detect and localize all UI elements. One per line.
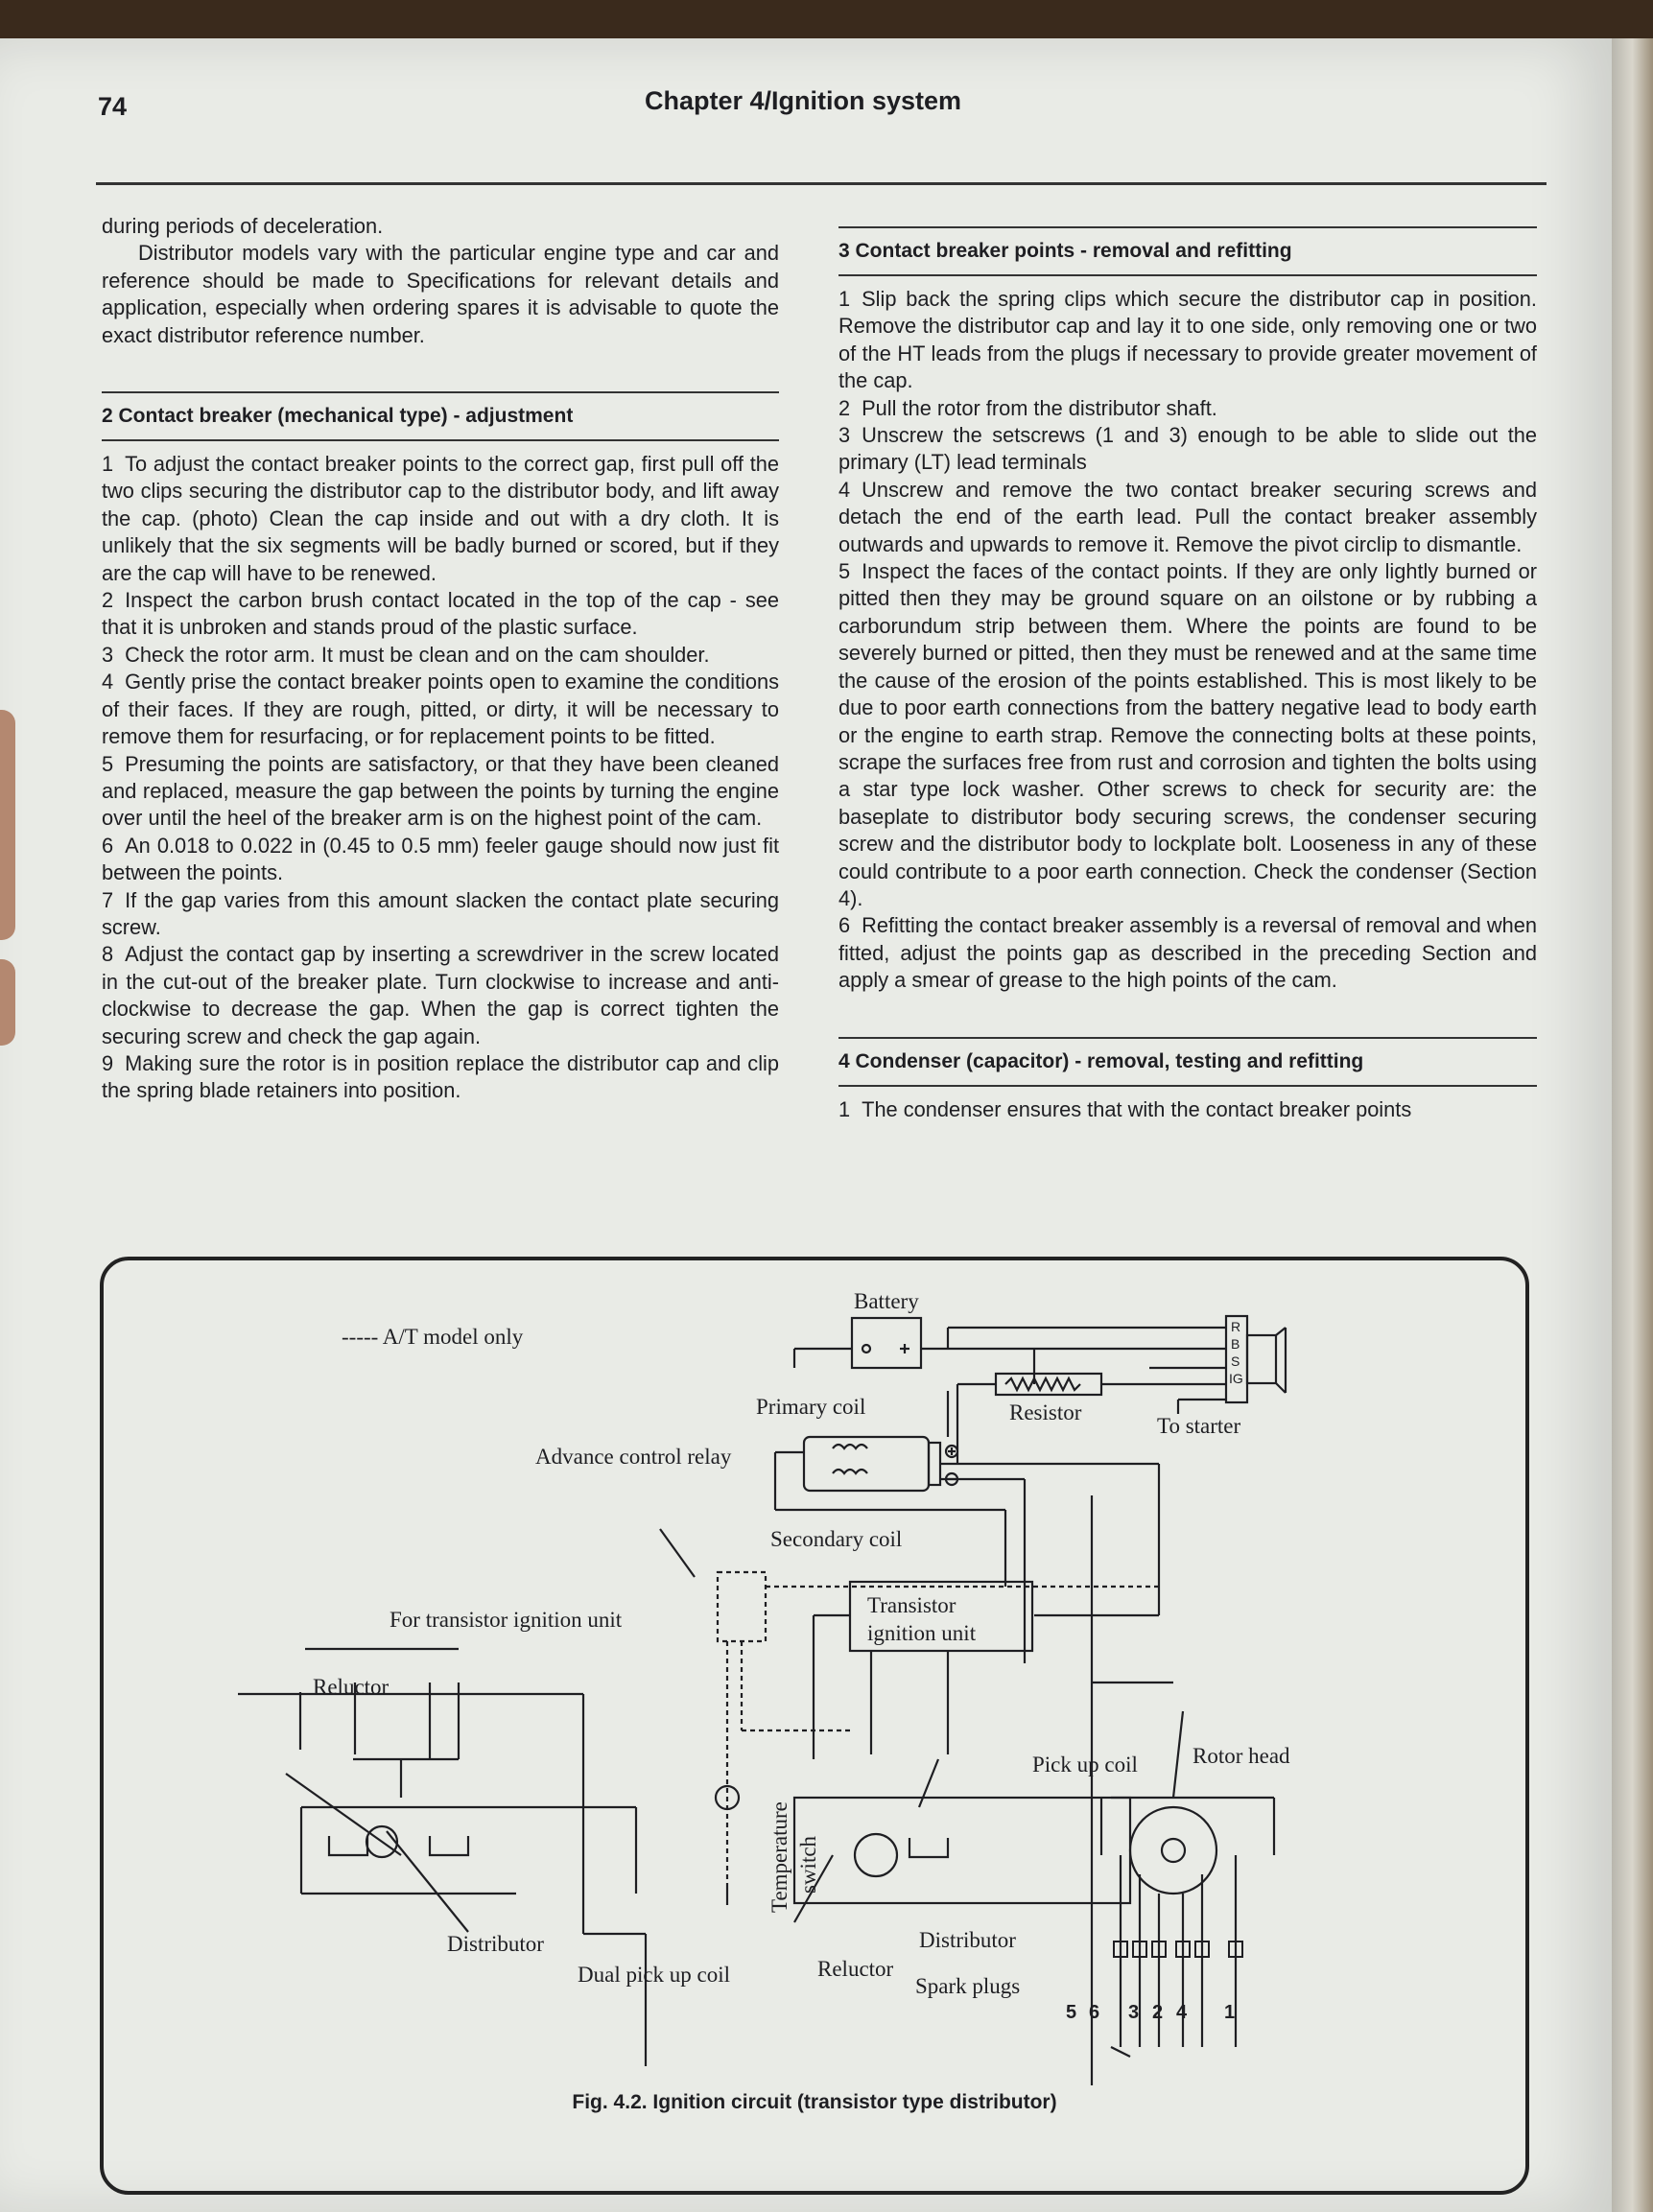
paragraph-text: Slip back the spring clips which secure the distributor cap in position. Remove the distributor cap and lay it to one side, only removing one or two of the HT leads from the plugs if necessary to provide greater movement of the cap. — [838, 287, 1537, 393]
paragraph-number: 4 — [102, 670, 114, 694]
label-for-transistor: For transistor ignition unit — [390, 1608, 623, 1632]
spark-plugs — [1114, 1941, 1242, 1970]
section-4-heading: 4 Condenser (capacitor) - removal, testing and refitting — [838, 1037, 1537, 1087]
numbered-paragraph — [838, 422, 1537, 477]
paragraph-number: 1 — [102, 452, 114, 477]
paragraph-number: 4 — [838, 477, 851, 502]
label-resistor: Resistor — [1009, 1400, 1082, 1424]
numbered-paragraph — [102, 642, 779, 669]
paragraph-text: Unscrew the setscrews (1 and 3) enough to be able to slide out the primary (LT) lead terminals — [838, 423, 1537, 475]
section-4-body — [838, 1096, 1537, 1123]
paragraph-number: 1 — [838, 287, 851, 311]
numbered-paragraph — [838, 558, 1537, 912]
numbered-paragraph — [102, 833, 779, 887]
paragraph-number: 1 — [838, 1096, 851, 1121]
paragraph-text: If the gap varies from this amount slacken the contact plate securing screw. — [102, 887, 779, 939]
paragraph-number: 7 — [102, 887, 114, 912]
paragraph-text: Presuming the points are satisfactory, or that they have been cleaned and replaced, measure the gap between the points by turning the engine over until the heel of the breaker arm is on the highest point of the cam. — [102, 751, 779, 831]
ignition-circuit-diagram — [104, 1260, 1525, 2191]
label-pick-up-coil: Pick up coil — [1032, 1753, 1138, 1777]
numbered-paragraph — [838, 477, 1537, 558]
paragraph-text: An 0.018 to 0.022 in (0.45 to 0.5 mm) feeler gauge should now just fit between the points. — [102, 833, 779, 885]
paragraph-number: 3 — [838, 423, 851, 448]
paragraph-text: Inspect the carbon brush contact located in the top of the cap - see that it is unbroken and stands proud of the plastic surface. — [102, 588, 779, 640]
label-primary-coil: Primary coil — [756, 1395, 866, 1419]
switch-terminals — [1229, 1319, 1243, 1386]
right-distributor — [794, 1798, 1130, 1903]
label-battery: Battery — [854, 1289, 919, 1313]
legend-dashed: ----- A/T model only — [342, 1325, 524, 1349]
paragraph-text: Unscrew and remove the two contact breaker securing screws and detach the end of the earth lead. Pull the contact breaker assembly outwards and upwards to remove it. Remove the pivot circlip to dismantle. — [838, 477, 1537, 556]
chapter-title: Chapter 4/Ignition system — [645, 86, 962, 115]
label-distributor-left: Distributor — [447, 1932, 544, 1956]
label-secondary-coil: Secondary coil — [770, 1527, 903, 1551]
paragraph-text: Check the rotor arm. It must be clean and on the cam shoulder. — [125, 642, 710, 667]
label-reluctor-left: Reluctor — [313, 1675, 390, 1699]
manual-page — [0, 38, 1612, 2212]
plug-number: 5 — [1066, 2002, 1077, 2023]
switch-term-ig: IG — [1229, 1371, 1243, 1386]
paragraph-number: 2 — [102, 588, 114, 613]
firing-order — [1066, 2002, 1235, 2023]
label-to-starter: To starter — [1157, 1414, 1241, 1438]
advance-control-relay — [718, 1572, 766, 1641]
header-rule — [96, 182, 1547, 185]
numbered-paragraph — [838, 395, 1537, 422]
paragraph-number: 9 — [102, 1050, 114, 1075]
label-spark-plugs: Spark plugs — [915, 1974, 1021, 1998]
plug-number: 4 — [1176, 2002, 1188, 2023]
numbered-paragraph — [102, 751, 779, 833]
section-3-body — [838, 286, 1537, 995]
label-switch: switch — [796, 1835, 820, 1894]
label-ignition-unit: ignition unit — [867, 1621, 977, 1645]
numbered-paragraph — [838, 1096, 1537, 1123]
numbered-paragraph — [838, 912, 1537, 994]
plug-number: 6 — [1089, 2002, 1100, 2023]
switch-term-s: S — [1231, 1353, 1240, 1369]
label-reluctor-right: Reluctor — [817, 1957, 894, 1981]
plug-number: 1 — [1224, 2002, 1236, 2023]
label-transistor: Transistor — [867, 1593, 956, 1617]
page-number: 74 — [98, 92, 128, 121]
battery-symbol — [852, 1318, 921, 1368]
numbered-paragraph — [838, 286, 1537, 395]
paragraph-number: 2 — [838, 395, 851, 420]
numbered-paragraph — [102, 669, 779, 750]
numbered-paragraph — [102, 1050, 779, 1105]
paragraph-text: Gently prise the contact breaker points open to examine the conditions of their faces. If they are rough, pitted, or dirty, it will be necessary to remove them for resurfacing, or for replacement points to be fitted. — [102, 670, 779, 749]
paragraph-number: 5 — [102, 751, 114, 776]
label-dual-pick-up-coil: Dual pick up coil — [578, 1963, 731, 1987]
section-3-heading: 3 Contact breaker points - removal and refitting — [838, 226, 1537, 276]
intro-line: during periods of deceleration. — [102, 214, 384, 238]
label-temperature: Temperature — [767, 1801, 791, 1913]
thumb-shadow — [0, 710, 15, 940]
paragraph-text: Pull the rotor from the distributor shaft. — [862, 395, 1217, 420]
left-column — [102, 213, 779, 1105]
numbered-paragraph — [102, 451, 779, 587]
paragraph-number: 5 — [838, 559, 851, 584]
figure-frame — [100, 1257, 1529, 2195]
book-spine — [1612, 38, 1653, 2212]
switch-term-b: B — [1231, 1336, 1240, 1352]
paragraph-number: 6 — [102, 833, 114, 858]
thumb-shadow — [0, 959, 15, 1046]
paragraph-text: Adjust the contact gap by inserting a screwdriver in the screw located in the cut-out of the breaker plate. Turn clockwise to increase and anti-clockwise to decrease the gap. When the gap is correct tighten the securing screw and check the gap again. — [102, 942, 779, 1048]
rotor-head — [1130, 1807, 1216, 1894]
switch-term-r: R — [1231, 1319, 1241, 1334]
paragraph-text: The condenser ensures that with the contact breaker points — [862, 1096, 1412, 1121]
paragraph-number: 3 — [102, 642, 114, 667]
paragraph-text: To adjust the contact breaker points to the correct gap, first pull off the two clips securing the distributor cap to the distributor body, and lift away the cap. (photo) Clean the cap inside and out with a dry cloth. It is unlikely that the six segments will be badly burned or scored, but if they are the cap will have to be renewed. — [102, 452, 779, 585]
label-advance-control-relay: Advance control relay — [535, 1445, 732, 1469]
paragraph-number: 8 — [102, 942, 114, 967]
section-2-heading: 2 Contact breaker (mechanical type) - adjustment — [102, 391, 779, 441]
numbered-paragraph — [102, 887, 779, 942]
plug-number: 2 — [1152, 2002, 1164, 2023]
label-rotor-head: Rotor head — [1193, 1744, 1290, 1768]
label-distributor-right: Distributor — [919, 1928, 1016, 1952]
right-reluctor — [855, 1834, 897, 1876]
ignition-coil — [804, 1437, 929, 1491]
figure-caption: Fig. 4.2. Ignition circuit (transistor type distributor) — [572, 2091, 1057, 2113]
section-2-body — [102, 451, 779, 1105]
intro-paragraph: Distributor models vary with the particular engine type and car and reference should be made to Specifications for relevant details and application, especially when ordering spares it is advisable to quote the exact distributor reference number. — [102, 241, 779, 347]
right-column — [838, 226, 1537, 1123]
numbered-paragraph — [102, 941, 779, 1050]
paragraph-text: Inspect the faces of the contact points. If they are only lightly burned or pitted then they may be ground square on an oilstone or by rubbing a carborundum strip between them. Where the points are found to be severely burned or pitted, then they must be renewed and at the same time the cause of the erosion of the points established. This is most likely to be due to poor earth connections from the battery negative lead to body earth or the engine to earth strap. Remove the connecting bolts at these points, scrape the surfaces free from rust and corrosion and tighten the bolts using a star type lock washer. Other screws to check for security are: the baseplate to distributor body securing screws, the condenser securing screw and the distributor body to lockplate bolt. Looseness in any of these could contribute to a poor earth connection. Check the condenser (Section 4). — [838, 559, 1537, 910]
paragraph-text: Refitting the contact breaker assembly is a reversal of removal and when fitted, adjust the points gap as described in the preceding Section and apply a smear of grease to the high points of the cam. — [838, 913, 1537, 993]
numbered-paragraph — [102, 587, 779, 642]
paragraph-text: Making sure the rotor is in position replace the distributor cap and clip the spring blade retainers into position. — [102, 1050, 779, 1103]
paragraph-number: 6 — [838, 913, 851, 938]
plug-number: 3 — [1128, 2002, 1140, 2023]
